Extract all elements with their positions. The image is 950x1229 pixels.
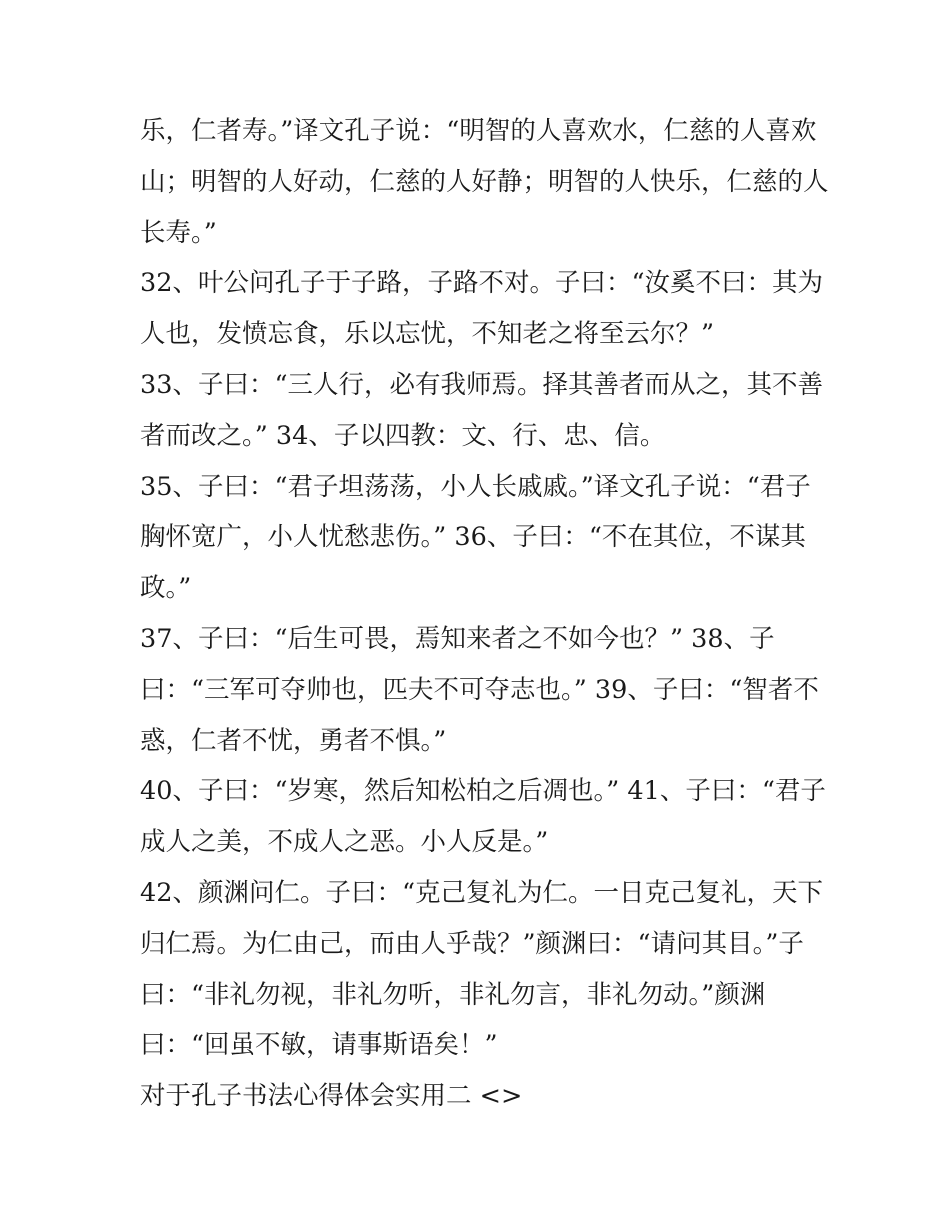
text-line: 曰：“回虽不敏，请事斯语矣！” [140, 1030, 498, 1061]
document-body [140, 106, 829, 1122]
text-line: 者而改之。” 34、子以四教：文、行、忠、信。 [140, 420, 666, 451]
text-line: 37、子曰：“后生可畏，焉知来者之不如今也？” 38、子 [140, 623, 775, 654]
text-line: 曰：“非礼勿视，非礼勿听，非礼勿言，非礼勿动。”颜渊 [140, 979, 766, 1010]
text-line: 山；明智的人好动，仁慈的人好静；明智的人快乐，仁慈的人 [140, 166, 829, 197]
text-line: 曰：“三军可夺帅也，匹夫不可夺志也。” 39、子曰：“智者不 [140, 674, 819, 705]
document-footer-title: 对于孔子书法心得体会实用二 <> [140, 1081, 523, 1112]
text-line: 42、颜渊问仁。子曰：“克己复礼为仁。一日克己复礼，天下 [140, 877, 823, 908]
text-line: 胸怀宽广，小人忧愁悲伤。” 36、子曰：“不在其位，不谋其 [140, 522, 806, 553]
text-line: 人也，发愤忘食，乐以忘忧，不知老之将至云尔？” [140, 319, 715, 350]
text-line: 政。” [140, 573, 192, 604]
text-line: 归仁焉。为仁由己，而由人乎哉？”颜渊曰：“请问其目。”子 [140, 928, 804, 959]
text-line: 长寿。” [140, 217, 217, 248]
text-line: 32、叶公问孔子于子路，子路不对。子曰：“汝奚不曰：其为 [140, 268, 823, 299]
text-line: 惑，仁者不忧，勇者不惧。” [140, 725, 447, 756]
text-line: 成人之美，不成人之恶。小人反是。” [140, 827, 549, 858]
text-line: 乐，仁者寿。”译文孔子说：“明智的人喜欢水，仁慈的人喜欢 [140, 116, 817, 146]
text-line: 35、子曰：“君子坦荡荡，小人长戚戚。”译文孔子说：“君子 [140, 471, 811, 502]
text-line: 33、子曰：“三人行，必有我师焉。择其善者而从之，其不善 [140, 369, 823, 400]
text-line: 40、子曰：“岁寒，然后知松柏之后凋也。” 41、子曰：“君子 [140, 776, 826, 807]
